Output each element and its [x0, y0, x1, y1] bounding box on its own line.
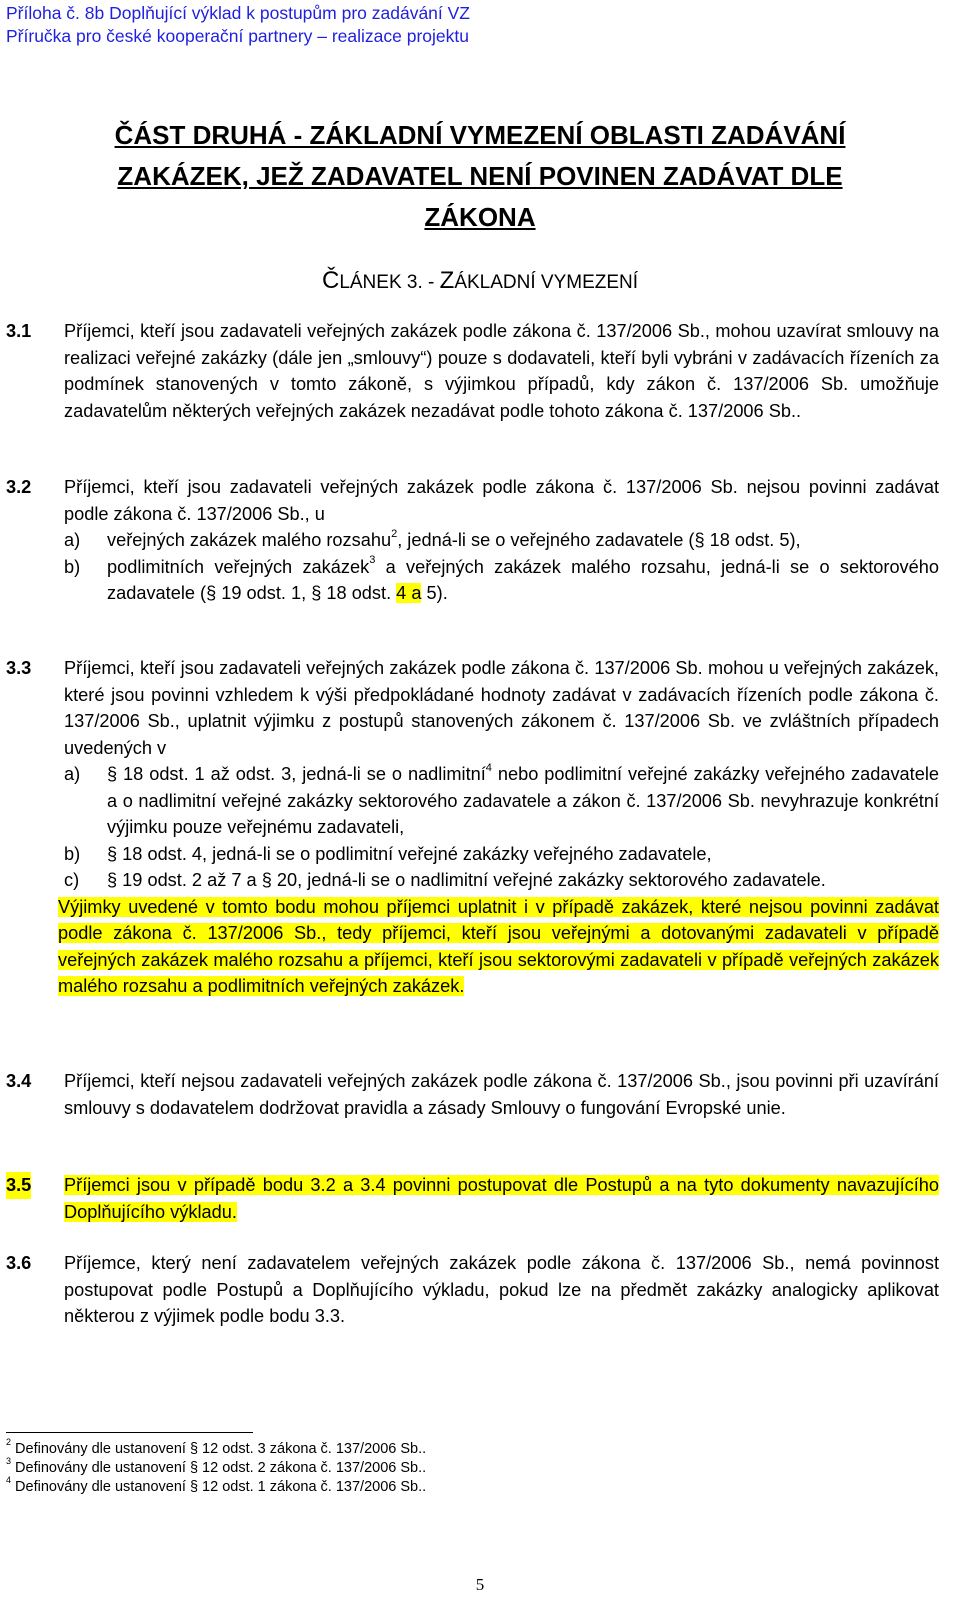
section-3-4 — [6, 1068, 939, 1121]
header-line-2: Příručka pro české kooperační partnery – realizace projektu — [6, 26, 470, 46]
list-item-a: a) veřejných zakázek malého rozsahu$^2$, jedná-li se o veřejného zadavatele (§ 18 odst. 5), — [64, 527, 801, 550]
section-number: 3.3 — [6, 658, 32, 678]
section-number: 3.6 — [6, 1253, 32, 1273]
article-heading: ČLÁNEK 3. - ZÁKLADNÍ VYMEZENÍ — [321, 267, 639, 294]
section-intro: Příjemci, kteří jsou zadavateli veřejných zakázek podle zákona č. 137/2006 Sb. mohou u veřejných zakázek, které jsou povinni vzhledem k výši předpokládané hodnoty zadávat v zadávacích řízeních podle zákona č. 137/2006 Sb., uplatnit výjimku z postupů stanovených zákonem č. 137/2006 Sb. ve zvláštních případech uvedených v — [64, 658, 939, 758]
section-text: Příjemci, kteří nejsou zadavateli veřejných zakázek podle zákona č. 137/2006 Sb., jsou povinni při uzavírání smlouvy s dodavatelem dodržovat pravidla a zásady Smlouvy o fungování Evropské unie. — [64, 1071, 939, 1118]
part-title-line-3: ZÁKONA — [424, 202, 536, 232]
section-number: 3.4 — [6, 1071, 32, 1091]
section-3-3 — [6, 655, 939, 1000]
highlighted-paragraph: Výjimky uvedené v tomto bodu mohou příjemci uplatnit i v případě zakázek, které nejsou povinni zadávat podle zákona č. 137/2006 Sb., tedy příjemci, kteří jsou veřejnými a dotovanými zadavateli v případě veřejných zakázek malého rozsahu a příjemci, kteří jsou sektorovými zadavateli v případě veřejných zakázek malého rozsahu a podlimitních veřejných zakázek. — [58, 896, 939, 996]
section-3-1 — [6, 318, 939, 424]
section-text: Příjemci, kteří jsou zadavateli veřejných zakázek podle zákona č. 137/2006 Sb., mohou uzavírat smlouvy na realizaci veřejné zakázky (dále jen „smlouvy“) pouze s dodavateli, kteří byli vybráni v zadávacích řízeních za podmínek stanovených v tomto zákoně, s výjimkou případů, kdy zákon č. 137/2006 Sb. umožňuje zadavatelům některých veřejných zakázek nezadávat podle tohoto zákona č. 137/2006 Sb.. — [64, 321, 939, 421]
footnotes — [6, 1437, 427, 1497]
footnote-ref: 4 — [485, 761, 492, 774]
footnote: $^3$ Definovány dle ustanovení § 12 odst. 2 zákona č. 137/2006 Sb.. — [6, 1456, 427, 1476]
list-item-a: a) § 18 odst. 1 až odst. 3, jedná-li se o nadlimitní$^4$ nebo podlimitní veřejné zakázky veřejného zadavatele a o nadlimitní veřejné zakázky sektorového zadavatele a zákon č. 137/2006 Sb. nevyhrazuje konkrétní výjimku pouze veřejnému zadavateli, — [64, 761, 939, 837]
footnote-ref: 3 — [369, 554, 376, 567]
page-header — [6, 2, 470, 48]
section-intro: Příjemci, kteří jsou zadavateli veřejných zakázek podle zákona č. 137/2006 Sb. nejsou povinni zadávat podle zákona č. 137/2006 Sb., u — [64, 477, 939, 524]
section-3-5 — [6, 1172, 939, 1225]
footnote-separator — [6, 1432, 253, 1433]
part-title-line-2: ZAKÁZEK, JEŽ ZADAVATEL NENÍ POVINEN ZADÁVAT DLE — [117, 161, 843, 191]
page-number: 5 — [475, 1575, 485, 1594]
section-text: Příjemci jsou v případě bodu 3.2 a 3.4 povinni postupovat dle Postupů a na tyto dokumenty navazujícího Doplňujícího výkladu. — [64, 1175, 939, 1222]
part-title — [0, 115, 960, 238]
header-line-1: Příloha č. 8b Doplňující výklad k postupům pro zadávání VZ — [6, 3, 470, 23]
part-title-line-1: ČÁST DRUHÁ - ZÁKLADNÍ VYMEZENÍ OBLASTI ZADÁVÁNÍ — [114, 120, 846, 150]
list-item-c: c) § 19 odst. 2 až 7 a § 20, jedná-li se o nadlimitní veřejné zakázky sektorového zadavatele. — [64, 870, 826, 890]
list-item-b: b) § 18 odst. 4, jedná-li se o podlimitní veřejné zakázky veřejného zadavatele, — [64, 843, 712, 864]
section-3-6 — [6, 1250, 939, 1330]
footnote: $^4$ Definovány dle ustanovení § 12 odst. 1 zákona č. 137/2006 Sb.. — [6, 1475, 427, 1495]
section-3-2 — [6, 474, 939, 607]
footnote-ref: 2 — [391, 527, 398, 540]
footnote: $^2$ Definovány dle ustanovení § 12 odst. 3 zákona č. 137/2006 Sb.. — [6, 1437, 427, 1457]
highlighted-text: 4 a — [396, 583, 422, 603]
section-number: 3.5 — [6, 1172, 31, 1199]
section-number: 3.1 — [6, 321, 32, 341]
section-number: 3.2 — [6, 477, 32, 497]
list-item-b: b) podlimitních veřejných zakázek$^3$ a veřejných zakázek malého rozsahu, jedná-li se o sektorového zadavatele (§ 19 odst. 1, § 18 odst. 4 a 5). — [64, 554, 939, 603]
section-text: Příjemce, který není zadavatelem veřejných zakázek podle zákona č. 137/2006 Sb., nemá povinnost postupovat podle Postupů a Doplňujícího výkladu, pokud lze na předmět zakázky analogicky aplikovat některou z výjimek podle bodu 3.3. — [64, 1253, 939, 1326]
